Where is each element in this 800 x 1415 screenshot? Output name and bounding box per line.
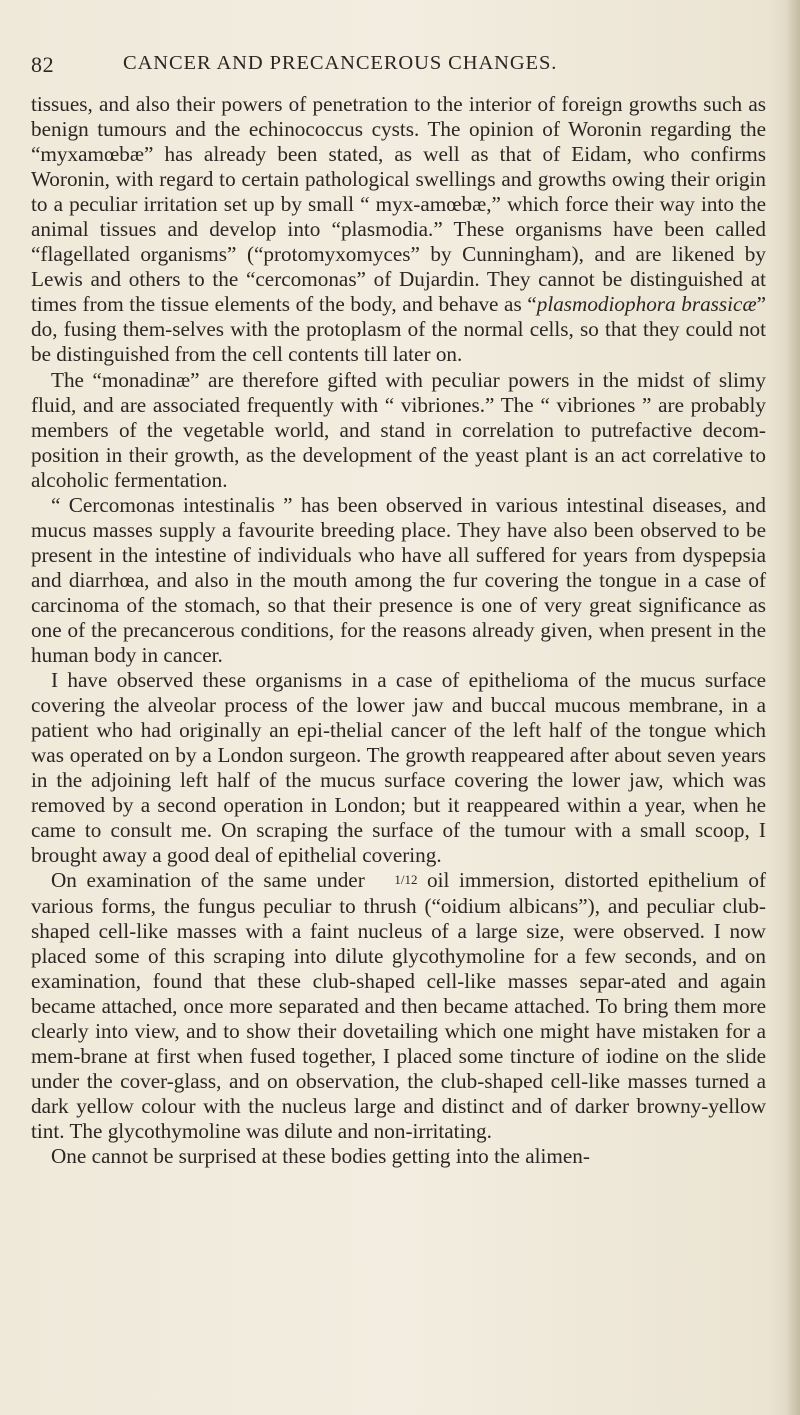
running-head bbox=[31, 52, 771, 82]
text-run: I have observed these organisms in a case of epithelioma of the mucus surface covering the alveolar process of the lower jaw and buccal mucous membrane, in a patient who had originally an epi-thelial cancer of the left half of the tongue which was operated on by a London surgeon. The growth reappeared after about seven years in the adjoining left half of the mucus surface covering the lower jaw, which was removed by a second operation in London; but it reappeared within a year, when he came to consult me. On scraping the surface of the tumour with a small scoop, I brought away a good deal of epithelial covering. bbox=[31, 668, 766, 868]
paragraph bbox=[31, 92, 766, 368]
text-run: On examination of the same under bbox=[51, 868, 375, 893]
running-title: CANCER AND PRECANCEROUS CHANGES. bbox=[123, 52, 558, 74]
text-run: One cannot be surprised at these bodies getting into the alimen- bbox=[51, 1143, 590, 1168]
paragraph bbox=[31, 1144, 766, 1169]
page-edge-shadow bbox=[786, 0, 800, 1415]
text-run: tissues, and also their powers of penetration to the interior of foreign growths such as benign tumours and the echinococcus cysts. The opinion of Woronin regarding the “myxamœbæ” has already been stated, as well as that of Eidam, who confirms Woronin, with regard to certain pathological swellings and growths owing their origin to a peculiar irritation set up by small “ myx-amœbæ,” which force their way into the animal tissues and develop into “plasmodia.” These organisms have been called “flagellated organisms” (“protomyxomyces” by Cunningham), and are likened by Lewis and others to the “cercomonas” of Dujardin. They cannot be distinguished at times from the tissue elements of the body, and behave as “ bbox=[31, 92, 766, 317]
paragraph bbox=[31, 368, 766, 493]
fraction: 1/12 bbox=[394, 872, 418, 888]
italic-term: plasmodiophora brassicæ bbox=[536, 292, 757, 317]
paragraph bbox=[31, 668, 766, 868]
page-number: 82 bbox=[31, 52, 55, 77]
text-run: “ Cercomonas intestinalis ” has been observed in various intestinal diseases, and mucus masses supply a favourite breeding place. They have also been observed to be present in the intestine of individuals who have all suffered for years from dyspepsia and diarrhœa, and also in the mouth among the fur covering the tongue in a case of carcinoma of the stomach, so that their presence is one of very great significance as one of the precancerous conditions, for the reasons already given, when present in the human body in cancer. bbox=[31, 492, 766, 668]
text-run: oil immersion, distorted epithelium of various forms, the fungus peculiar to thrush (“oidium albicans”), and peculiar club-shaped cell-like masses with a faint nucleus of a large size, were observed. I now placed some of this scraping into dilute glycothymoline for a few seconds, and on examination, found that these club-shaped cell-like masses separ-ated and again became attached, once more separated and then became attached. To bring them more clearly into view, and to show their dovetailing which one might have mistaken for a mem-brane at first when fused together, I placed some tincture of iodine on the slide under the cover-glass, and on observation, the club-shaped cell-like masses turned a dark yellow colour with the nucleus large and distinct and of darker browny-yellow tint. The glycothymoline was dilute and non-irritating. bbox=[31, 868, 767, 1143]
paragraph bbox=[31, 493, 766, 668]
text-run: The “monadinæ” are therefore gifted with peculiar powers in the midst of slimy fluid, and are associated frequently with “ vibriones.” The “ vibriones ” are probably members of the vegetable world, and stand in correlation to putrefactive decom-position in their growth, as the development of the yeast plant is an act correlative to alcoholic fermentation. bbox=[31, 367, 766, 492]
paragraph bbox=[31, 868, 766, 1144]
body-text bbox=[31, 92, 766, 1169]
text-run: ” do, fusing them-selves with the protoplasm of the normal cells, so that they could not be distinguished from the cell contents till later on. bbox=[31, 292, 766, 367]
